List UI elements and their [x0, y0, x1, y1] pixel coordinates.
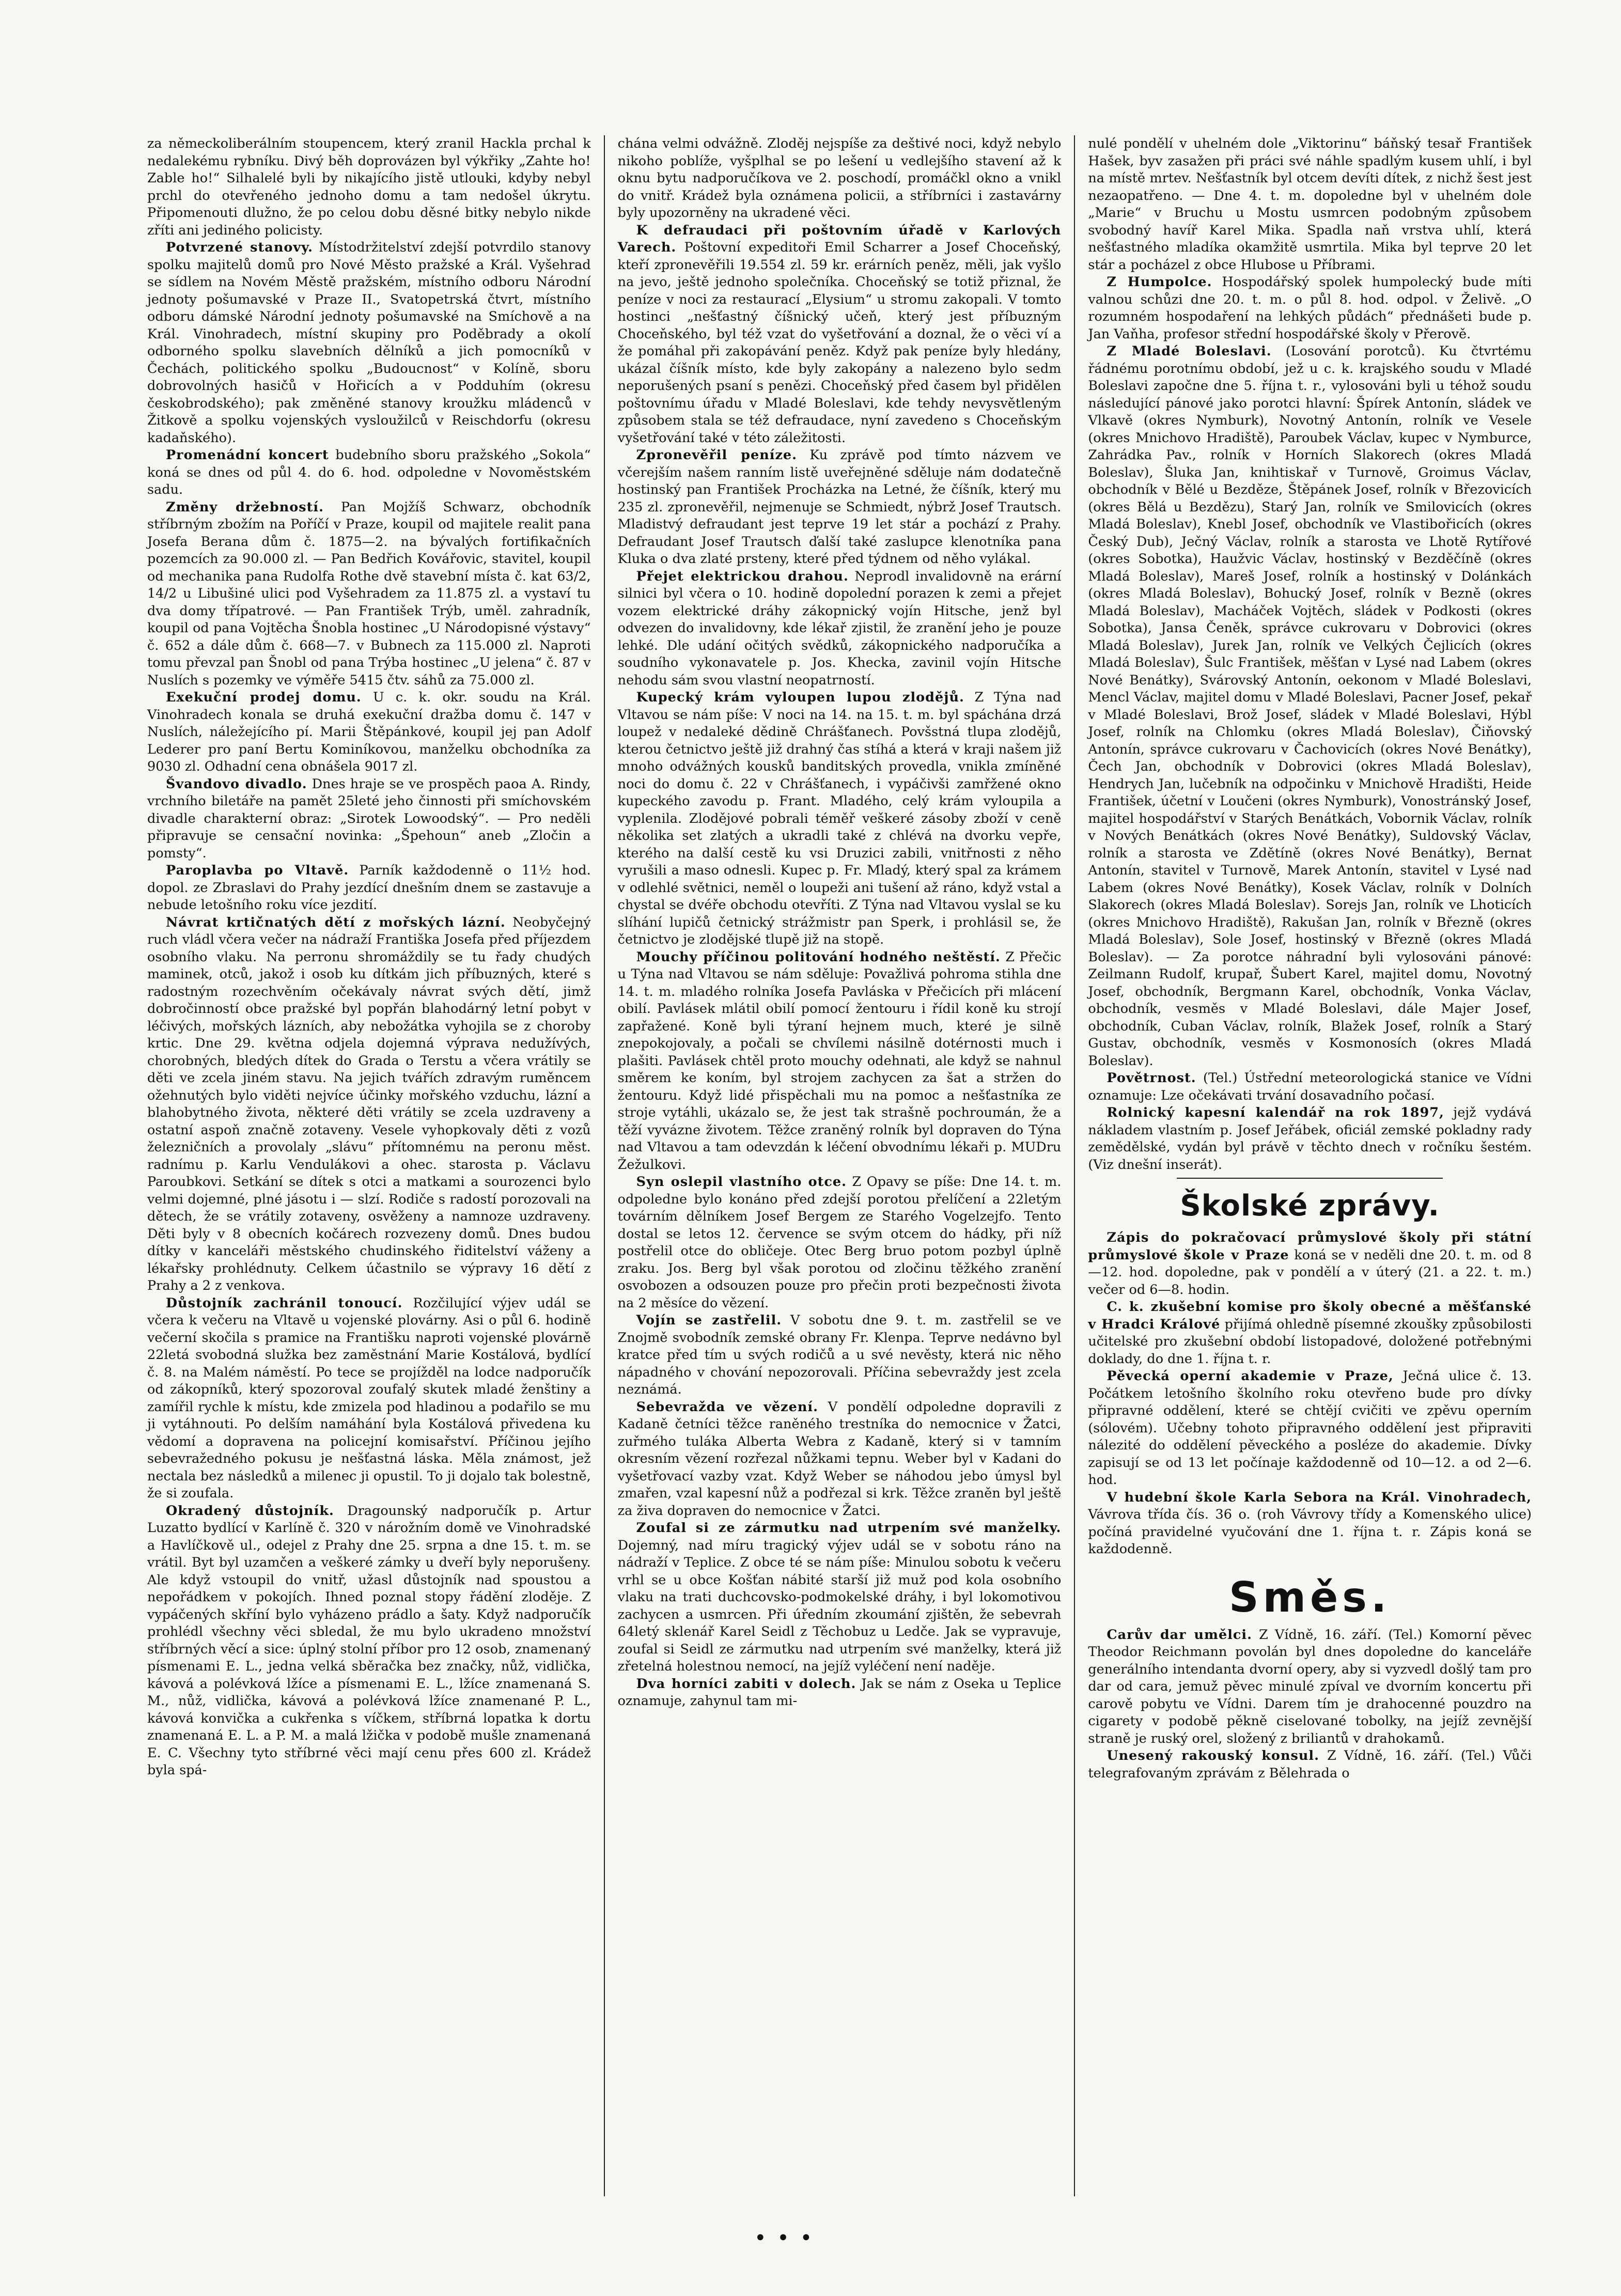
- article-text: Parník každodenně o 11½ hod. dopol. ze Zbraslavi do Prahy jezdící dnešním dnem se zastavuje a nebude letošního roku více jezdití.: [147, 863, 591, 913]
- article-text: za německoliberálním stoupencem, který zranil Hackla prchal k nedalekému rybníku. Divý běh doprovázen byl výkřiky „Zahte ho! Zable ho!“ Silhalelé byli by nikajícího jistě utlouki, kdyby nebyl prchl do otevřeného jednoho domu a tam nedošel úkrytu. Připomenouti dlužno, že po celou dobu děsné bitky nebylo nikde zříti ani jediného policisty.: [147, 136, 591, 238]
- article-paragraph: [1088, 1489, 1532, 1558]
- article-heading: Zápis do pokračovací průmyslové školy při státní průmyslové škole v Praze: [1088, 1230, 1532, 1263]
- article-text: Ku zprávě pod tímto názvem ve včerejším našem ranním listě uveřejněné sděluje nám dodatečně hostinský pan František Procházka na Letné, že číšník, který mu 235 zl. zpronevěřil, nejmenuje se Schmiedt, nýbrž Josef Trautsch. Mladistvý defraudant jest teprve 19 let stár a pochází z Prahy. Defraudant Josef Trautsch ďalší také zaslupce klenotníka pana Kluka o dva zlaté prsteny, které před týdnem od něho vylákal.: [617, 447, 1062, 567]
- article-text: Neprodl invalidovně na erární silnici byl včera o 10. hodině dopolední porazen k zemi a přejet vozem elektrické dráhy zákopnický vojín Hitsche, jenž byl odvezen do invalidovny, kde lékař zjistil, že zranění jeho je pouze lehké. Dle udání očitých svědků, zákopnického nadporučíka a soudního vykonavatele p. Jos. Khecka, zavinil vojín Hitsche nehodu sám svou vlastní neopatrností.: [617, 568, 1062, 688]
- article-heading: Syn oslepil vlastního otce.: [636, 1174, 847, 1190]
- article-heading: Exekuční prodej domu.: [166, 690, 362, 705]
- article-text: Dragounský nadporučík p. Artur Luzatto bydlící v Karlíně č. 320 v nárožním domě ve Vinohradské a Havlíčkově ul., odejel z Prahy dne 25. srpna a dne 15. t. m. se vrátil. Byt byl uzamčen a veškeré zámky u dveří byly neporušeny. Ale když vstoupil do vnitř, užasl důstojník nad spoustou a nepořádkem v pokojích. Ihned poznal stopy řádění zloděje. Z vypáčených skříní bylo vyházeno prádlo a šaty. Když nadporučík prohlédl všechny věci sbledal, že mu bylo ukradeno množství stříbrných věcí a sice: úplný stolní příbor pro 12 osob, znamenaný písmenami E. L., jedna velká sběračka bez značky, nůž, vidlička, kávová a polévková lžíce a písmenami E. L., lžíce znamenaná S. M., nůž, vidlička, kávová a polévková lžíce znamenané P. L., kávová konvička a cukřenka s víčkem, stříbrná lopatka k dortu znamenaná E. L. a P. M. a malá lžička v podobě mušle znamenaná E. C. Všechny tyto stříbrné věci mají cenu přes 600 zl. Krádež byla spá-: [147, 1503, 591, 1778]
- article-heading: Změny držebností.: [166, 499, 324, 515]
- article-paragraph: [618, 689, 1062, 949]
- article-heading: Okradený důstojník.: [166, 1503, 334, 1519]
- article-heading: Carův dar umělci.: [1106, 1627, 1252, 1643]
- article-paragraph: [147, 689, 591, 776]
- article-heading: Promenádní koncert: [166, 447, 329, 463]
- article-text: V sobotu dne 9. t. m. zastřelil se ve Znojmě svobodník zemské obrany Fr. Klenpa. Teprve nedávno byl kratce před tím u svých rodičů a u své nevěsty, která nic něho nápadného v chování nepozorovali. Příčina sebevraždy jest zcela neznámá.: [617, 1313, 1062, 1397]
- section-heading-school-news: Školské zprávy.: [1180, 1189, 1440, 1223]
- article-heading: Švandovo divadlo.: [166, 776, 307, 792]
- article-heading: Z Humpolce.: [1106, 274, 1212, 290]
- article-heading: Z Mladé Boleslavi.: [1106, 343, 1272, 359]
- article-text: přijímá ohledně písemné zkoušky způsobilosti učitelské pro zkušební období listopadové, doložené potřebnými doklady, do dne 1. října t. r.: [1088, 1316, 1532, 1367]
- article-text: Ječná ulice č. 13. Počátkem letošního školního roku otevřeno bude pro dívky připravné oddělení, které se chtějí cvičiti ve zpěvu operním (sólovém). Učebny tohoto připravného oddělení jest připraviti nálezité do oddělení pěveckého a posléze do akademie. Dívky zapisují se od 13 let počínaje každodenně od 10—12. a od 2—6. hod.: [1088, 1368, 1532, 1488]
- article-paragraph: [618, 1520, 1062, 1676]
- article-heading: Zoufal si ze zármutku nad utrpením své manželky.: [636, 1520, 1062, 1536]
- article-paragraph: [147, 135, 591, 239]
- article-paragraph: [147, 499, 591, 690]
- page-number: • • •: [754, 2226, 815, 2250]
- article-paragraph: [1088, 1070, 1532, 1104]
- article-paragraph: [1088, 1104, 1532, 1174]
- article-text: Jak se nám z Oseka u Teplice oznamuje, zahynul tam mi-: [617, 1676, 1062, 1709]
- article-heading: Kupecký krám vyloupen lupou zlodějů.: [636, 690, 964, 705]
- article-text: Z Vídně, 16. září. (Tel.) Vůči telegrafovaným zprávám z Bělehrada o: [1088, 1748, 1532, 1781]
- article-heading: Paroplavba po Vltavě.: [166, 863, 349, 878]
- article-paragraph: [147, 776, 591, 863]
- article-paragraph: [147, 862, 591, 914]
- article-heading: Mouchy příčinou politování hodného neštěstí.: [636, 949, 1001, 965]
- article-heading: C. k. zkušební komise pro školy obecné a měšťanské v Hradci Králové: [1088, 1299, 1532, 1332]
- section-heading-miscellany: Směs.: [1229, 1573, 1391, 1621]
- article-heading: Povětrnost.: [1106, 1070, 1196, 1086]
- article-paragraph: [1088, 1747, 1532, 1782]
- article-paragraph: [147, 914, 591, 1295]
- article-paragraph: [618, 1312, 1062, 1399]
- article-heading: Vojín se zastřelil.: [636, 1313, 782, 1328]
- article-text: Neobyčejný ruch vládl včera večer na nádraží Františka Josefa před příjezdem osobního vlaku. Na perronu shromáždily se tu řady chudých maminek, otců, jakož i osob ku dítkám jich příbuzných, které s radostným rozechvěním očekávaly návrat svých dětí, jimž dobročinností obce pražské byl popřán blahodárný letní pobyt v léčivých, mořských lázních, aby nebožátka vyhojila se z choroby krtic. Dne 29. května odjela dojemná výprava nedužívých, chorobných, bledých dítek do Grada o Terstu a včera vrátily se děti ve zcela jiném stavu. Na jejich tvářích zdravým ruměncem ožehnutých bylo viděti nejvíce účinky mořského vzduchu, lázní a blahobytného života, některé děti vrátily se zcela uzdraveny a ostatní aspoň značně zotaveny. Vesele vyhopkovaly děti z vozů železničních a provolaly „slávu“ přítomnému na peronu měst. radnímu p. Karlu Vendulákovi a ohec. starosta p. Václavu Paroubkovi. Setkání se dítek s otci a matkami a sourozenci bylo velmi dojemné, plné jásotu i — slzí. Rodiče s radostí porozovali na dětech, že se vrátily zotaveny, osvěženy a namnoze uzdraveny. Děti byly v 8 obecních kočárech rozvezeny domů. Dnes budou dítky v kanceláři městského chudinského řiditelství váženy a lékařsky prohlédnuty. Celkem účastnilo se výpravy 16 dětí z Prahy a 2 z venkova.: [147, 914, 591, 1293]
- article-text: Rozčilující výjev udál se včera k večeru na Vltavě u vojenské plovárny. Asi o půl 6. hodině večerní skočila s pramice na Františku naproti vojenské plovárně 22letá svobodná služka bez zaměstnání Marie Kostálová, bydlící č. 8. na Malém náměstí. Po tece se projížděl na lodce nadporučík od zákopníků, který spozoroval zoufalý skutek mladé ženštiny a zamířil rychle k místu, kde zmizela pod hladinou a podařilo se mu ji vytáhnouti. Po delším namáhání byla Kostálová přivedena ku vědomí a dopravena na policejní komisařství. Příčinou jejího sebevražedného pokusu je nešťastná láska. Měla známost, jež nectala bez následků a milenec ji opustil. To ji dojalo tak bolestně, že si zoufala.: [147, 1295, 591, 1501]
- article-paragraph: [618, 135, 1062, 222]
- column-1: [134, 135, 604, 2196]
- article-text: koná se v neděli dne 20. t. m. od 8—12. hod. dopoledne, pak v pondělí a v úterý (21. a 22. t. m.) večer od 6—8. hodin.: [1088, 1247, 1532, 1298]
- article-text: Pan Mojžíš Schwarz, obchodník stříbrným zbožím na Poříčí v Praze, koupil od majitele realit pana Josefa Berana dům č. 1875—2. na bývalých fortifikačních pozemcích za 90.000 zl. — Pan Bedřich Kovářovic, stavitel, koupil od mechanika pana Rudolfa Rothe dvě stavební místa č. kat 63/2, 14/2 u Libušiné ulici pod Vyšehradem za 11.875 zl. a vystaví tu dva domy třípatrové. — Pan František Trýb, uměl. zahradník, koupil od pana Vojtěcha Šnobla hostinec „U Národopisné výstavy“ č. 652 a dále dům č. 668—7. v Bubnech za 115.000 zl. Naproti tomu převzal pan Šnobl od pana Trýba hostinec „U jelena“ č. 87 v Nuslích s pozemky ve výměře 5415 čtv. sáhů za 75.000 zl.: [147, 499, 591, 688]
- article-text: Z Vídně, 16. září. (Tel.) Komorní pěvec Theodor Reichmann povolán byl dnes dopoledne do kanceláře generálního intendanta dvorní opery, aby si vyzvedl došlý tam pro dar od cara, jemuž pěvec minulé zpíval ve dvorním koncertu při carově pobytu ve Vídni. Darem tím je drahocenné pouzdro na cigarety v podobě pěkně ciselované tobolky, na jejíž zevnější straně je ruský orel, složený z briliantů v drahokamů.: [1088, 1627, 1532, 1746]
- article-heading: Zpronevěřil peníze.: [636, 447, 798, 463]
- section-rule: [1177, 1178, 1443, 1179]
- article-heading: Pěvecká operní akademie v Praze,: [1106, 1368, 1394, 1384]
- article-text: V pondělí odpoledne dopravili z Kadaně četníci těžce raněného trestníka do nemocnice v Žatci, zuřmého tuláka Alberta Webra z Kadaně, který si v tamním okresním vězení rozřezal nůžkami tepnu. Weber byl v Kadani do vyšetřovací vazby vzat. Když Weber se náhodou jebo úmysl byl zmařen, vzal kapesní nůž a podřezal si krk. Těžce zraněn byl ještě za živa dopraven do nemocnice v Žatci.: [617, 1399, 1062, 1519]
- article-text: Dnes hraje se ve prospěch paoa A. Rindy, vrchního biletáře na pamět 25leté jeho činnosti při smíchovském divadle charakterní obraz: „Sirotek Lowoodský“. — Pro neděli připravuje se censační novinka: „Špehoun“ aneb „Zločin a pomsty“.: [147, 776, 591, 861]
- article-text: jejž vydává nákladem vlastním p. Josef Jeřábek, oficiál zemské pokladny rady zemědělské, vydán byl právě v těchto dnech v ročníku šestém. (Viz dnešní inserát).: [1088, 1105, 1532, 1173]
- article-text: budebního sboru pražského „Sokola“ koná se dnes od půl 4. do 6. hod. odpoledne v Novoměstském sadu.: [147, 447, 591, 497]
- article-heading: Rolnický kapesní kalendář na rok 1897,: [1106, 1105, 1444, 1120]
- article-paragraph: [1088, 1368, 1532, 1489]
- newspaper-page: [134, 135, 1545, 2196]
- article-heading: Sebevražda ve vězení.: [636, 1399, 818, 1415]
- article-paragraph: [1088, 343, 1532, 1070]
- article-paragraph: [147, 1295, 591, 1503]
- article-text: Z Týna nad Vltavou se nám píše: V noci na 14. na 15. t. m. byl spáchána drzá loupež v nedaleké dědině Chrášťanech. Povšstná tlupa zlodějů, kterou četnictvo ještě již drahný čas stíhá a která v kraji našem již mnoho odvážných kousků banditských provedla, vnikla zmíněné noci do domu č. 22 v Chrášťanech, i vypáčivši zamřžené okno kupeckého zavodu p. Frant. Mladého, celý krám vyloupila a vyplenila. Zlodějové pobrali téměř veškeré zásoby zboží v ceně několika set zlatých a ukradli také z chlévá na dvorku vepře, kterého na další cestě ku vsi Druzici zabili, vnitřnosti z něho vyrušili a maso odnesli. Kupec p. Fr. Mladý, který spal za krámem v odlehlé světnici, neměl o loupeži ani tušení až ráno, když vstal a chystal se dvéře obchodu otevříti. Z Týna nad Vltavou vyslal se ku slíhání lupičů četnický strážmistr pan Sperk, i prohlásil se, že četnictvo je zlodějské tlupě již na stopě.: [617, 690, 1062, 947]
- article-paragraph: [1088, 1627, 1532, 1748]
- article-text: Hospodářský spolek humpolecký bude míti valnou schůzi dne 20. t. m. o půl 8. hod. odpol. v Želivě. „O rozumném hospodaření na lehkých půdách“ přednášeti bude p. Jan Vaňha, profesor střední hospodářské školy v Přerově.: [1088, 274, 1532, 342]
- article-paragraph: [618, 222, 1062, 447]
- article-text: Poštovní expeditoři Emil Scharrer a Josef Choceňský, kteří zpronevěřili 19.554 zl. 59 kr. erárních peněz, měli, jak vyšlo na jevo, ještě jednoho společníka. Choceňský se totiž přiznal, že peníze v noci za restaurací „Elysium“ u stromu zakopali. V tomto hostinci „nešťastný číšnický učeň, který jest příbuzným Choceňského, byl též vzat do vyšetřování a doznal, že o věci ví a že pomáhal při zakopávání peněz. Když pak peníze byly hledány, ukázal číšník místo, kde byly zakopány a nalezeno bylo sedm neporušených psaní s penězi. Choceňský před časem byl přidělen poštovnímu úřadu v Mladé Boleslavi, kde tehdy nevysvětleným způsobem stala se též defraudace, nyní zavedeno s Choceňským vyšetřování také v této záležitosti.: [617, 240, 1062, 446]
- article-text: chána velmi odvážně. Zloděj nejspíše za deštivé noci, když nebylo nikoho poblíže, vyšplhal se po lešení u vedlejšího stavení až k oknu bytu nadporučíkova ve 2. poschodí, promáčkl okno a vnikl do vnitř. Krádež byla oznámena policii, a stříbrníci i zastavárny byly upozorněny na ukradené věci.: [617, 136, 1062, 221]
- article-paragraph: [147, 1503, 591, 1779]
- article-text: nulé pondělí v uhelném dole „Viktorinu“ báňský tesař František Hašek, byv zasažen při práci své náhle spadlým kusem uhlí, i byl na místě mrtev. Nešťastník byl otcem devíti dítek, z nichž šest jest nezaopatřeno. — Dne 4. t. m. dopoledne byl v uhelném dole „Marie“ v Bruchu u Mostu usmrcen podobným způsobem svobodný havíř Karel Mika. Spadla naň vrstva uhlí, která nešťastného mladíka okamžitě usmrtila. Mika byl teprve 20 let stár a pocházel z obce Hlubose u Příbrami.: [1088, 136, 1532, 273]
- article-text: Dojemný, nad míru tragický výjev udál se v sobotu ráno na nádraží v Teplice. Z obce té se nám píše: Minulou sobotu k večeru vrhl se u obce Košťan nábité starší již muž pod kola osobního vlaku na trati duchcovsko-podmokelské dráhy, i byl lokomotivou zachycen a usmrcen. Při úředním zkoumání zjištěn, že sebevrah 64letý sklenář Karel Seidl z Těchobuz u Ledče. Jak se vypravuje, zoufal si Seidl ze zármutku nad utrpením své manželky, která již zřetelná holestnou nemocí, na jejíž vyléčení není naděje.: [617, 1537, 1062, 1674]
- article-heading: Unesený rakouský konsul.: [1106, 1748, 1319, 1763]
- article-text: U c. k. okr. soudu na Král. Vinohradech konala se druhá exekuční dražba domu č. 147 v Nuslích, náležejícího pí. Marii Štěpánkové, koupil jej pan Adolf Lederer pro paní Bertu Kominíkovou, manželku obchodníka za 9030 zl. Odhadní cena obnášela 9017 zl.: [147, 690, 591, 774]
- article-heading: Přejet elektrickou drahou.: [636, 568, 849, 584]
- column-3: [1074, 135, 1545, 2196]
- article-text: Z Opavy se píše: Dne 14. t. m. odpoledne bylo konáno před zdejší porotou přelíčení a 22letým továrním dělníkem Josef Bergem ze Starého Vogelzejfo. Tento dostal se letos 12. července se svým otcem do hádky, při níž postřelil otce do obličeje. Otec Berg bruo potom pozbyl úplně zraku. Jos. Berg byl však porotou od zločinu těžkého zranění osvobozen a odsouzen pouze pro přečin proti bezpečnosti života na 2 měsíce do vězení.: [617, 1174, 1062, 1311]
- article-heading: Návrat krtičnatých dětí z mořských lázní.: [166, 914, 506, 930]
- article-paragraph: [618, 1399, 1062, 1520]
- column-2: [604, 135, 1074, 2196]
- article-heading: Důstojník zachránil tonoucí.: [166, 1295, 403, 1311]
- article-paragraph: [1088, 274, 1532, 343]
- article-paragraph: [147, 239, 591, 447]
- article-paragraph: [618, 568, 1062, 690]
- article-text: (Tel.) Ústřední meteorologická stanice ve Vídni oznamuje: Lze očekávati trvání dosavadního počasí.: [1088, 1070, 1532, 1103]
- article-text: Z Přečic u Týna nad Vltavou se nám sděluje: Považlivá pohroma stihla dne 14. t. m. mladého rolníka Josefa Pavláska v Přečicích při mlácení obilí. Pavlásek mlátil obilí pomocí žentouru i řídil koně ku strojí zapřažené. Koně byli týraní hejnem much, které je silně znepokojovaly, a počali se chvílemi násilně dotérnosti much i plašiti. Pavlásek chtěl proto mouchy odehnati, ale když se nahnul směrem ke koním, byl strojem zachycen za šat a stržen do žentouru. Když lidé přispěchali mu na pomoc a nešťastníka ze stroje vytáhli, ukázalo se, že jest tak strašně pochroumán, že a těží vyváznе životem. Těžce zraněný rolník byl dopraven do Týna nad Vltavou a tam odevzdán k léčení obvodnímu lékaři p. MUDru Žežulkovi.: [617, 949, 1062, 1173]
- article-paragraph: [1088, 135, 1532, 274]
- article-paragraph: [147, 447, 591, 499]
- article-paragraph: [1088, 1229, 1532, 1299]
- article-text: Vávrova třída čís. 36 o. (roh Vávrovy třídy a Komenského ulice) počíná pravidelné vyučování dne 1. října t. r. Zápis koná se každodenně.: [1088, 1507, 1532, 1557]
- article-text: Místodržitelství zdejší potvrdilo stanovy spolku majitelů domů pro Nové Město pražské a Král. Vyšehrad se sídlem na Novém Městě pražském, místního odboru Národní jednoty pošumavské v Praze II., Svatopetrská čtvrt, místního odboru dámské Národní jednoty pošumavské na Smíchově a na Král. Vinohradech, místní skupiny pro Poděbrady a okolí odborného spolku slavebních dělníků a jich pomocníků v Čechách, politického spolku „Budoucnost“ v Kolíně, sboru dobrovolných hasičů v Hořicích a v Podduhím (okresu českobrodského); pak změněné stanovy kroužku mládenců v Žitkově a spolku vojenských vysloužilců v Reischdorfu (okresu kadaňského).: [147, 240, 591, 446]
- article-paragraph: [618, 1676, 1062, 1710]
- article-text: (Losování porotců). Ku čtvrtému řádnému porotnímu období, jež u c. k. krajského soudu v Mladé Boleslavi započne dne 5. října t. r., vylosováni byli u téhož soudu následující pánové jako porotci hlavní: Špírek Antonín, sládek ve Vlkavě (okres Nymburk), Novotný Antonín, rolník ve Vesele (okres Mnichovo Hradiště), Paroubek Václav, kupec v Nymburce, Zahrádka Pav., rolník v Horních Slakorech (okres Mladá Boleslav), Šluka Jan, knihtiskař v Turnově, Groimus Václav, obchodník v Bělé u Bezděze, Štěpánek Josef, rolník v Březovicích (okres Bělá u Bezdězu), Starý Jan, rolník ve Smilovicích (okres Mladá Boleslav), Knebl Josef, obchodník ve Vlastibořicích (okres Český Dub), Ječný Václav, rolník a starosta ve Lhotě Rytířové (okres Sobotka), Haužvic Václav, hostinský v Bezděčíně (okres Mladá Boleslav), Mareš Josef, rolník a hostinský v Dolánkách (okres Mladá Boleslav), Bohucký Josef, rolník v Bezně (okres Mladá Boleslav), Macháček Vojtěch, sládek v Podkosti (okres Sobotka), Jansa Čeněk, správce cukrovaru v Dobrovici (okres Mladá Boleslav), Jurek Jan, rolník ve Velkých Čejlicích (okres Mladá Boleslav), Šulc František, měšťan v Lysé nad Labem (okres Nové Benátky), Svárovský Antonín, oekonom v Mladé Boleslavi, Mencl Václav, majitel domu v Mladé Boleslavi, Pacner Josef, pekař v Mladé Boleslavi, Brož Josef, sládek v Mladé Boleslavi, Hýbl Josef, rolník na Chlomku (okres Mladá Boleslav), Čiňovský Antonín, správce cukrovaru v Čachovicích (okres Nové Benátky), Čech Jan, obchodník v Dobrovici (okres Mladá Boleslav), Hendrych Jan, lučebník na odpočinku v Mnichově Hradišti, Heide František, účetní v Loučeni (okres Nymburk), Vonostránský Josef, majitel hospodářství v Starých Benátkách, Vobornik Václav, rolník v Nových Benátkách (okres Nové Benátky), Suldovský Václav, rolník a starosta ve Zdětíně (okres Nové Benátky), Bernat Antonín, stavitel v Turnově, Marek Antonín, stavitel v Lysé nad Labem (okres Nové Benátky), Kosek Václav, rolník v Dolních Slakorech (okres Mladá Boleslav). Sorejs Jan, rolník ve Lhoticích (okres Mnichovo Hradiště), Rakušan Jan, rolník v Březně (okres Mladá Boleslav), Sole Josef, hostinský v Březně (okres Mladá Boleslav). — Za porotce náhradní byli vylosováni pánové: Zeilmann Rudolf, krupař, Šubert Karel, majitel domu, Novotný Josef, obchodník, Bergmann Karel, obchodník, Vonka Václav, obchodník, vesměs v Mladé Boleslavi, dále Majer Josef, obchodník, Cuban Václav, rolník, Blažek Josef, rolník a Starý Gustav, obchodník, vesměs v Kosmonosích (okres Mladá Boleslav).: [1088, 343, 1532, 1069]
- article-paragraph: [1088, 1299, 1532, 1368]
- article-heading: V hudební škole Karla Sebora na Král. Vinohradech,: [1106, 1489, 1532, 1505]
- article-heading: K defraudaci při poštovním úřadě v Karlových Varech.: [617, 222, 1062, 255]
- article-heading: Potvrzené stanovy.: [166, 240, 313, 255]
- article-heading: Dva horníci zabiti v dolech.: [636, 1676, 856, 1692]
- article-paragraph: [618, 949, 1062, 1174]
- article-paragraph: [618, 447, 1062, 568]
- article-paragraph: [618, 1174, 1062, 1312]
